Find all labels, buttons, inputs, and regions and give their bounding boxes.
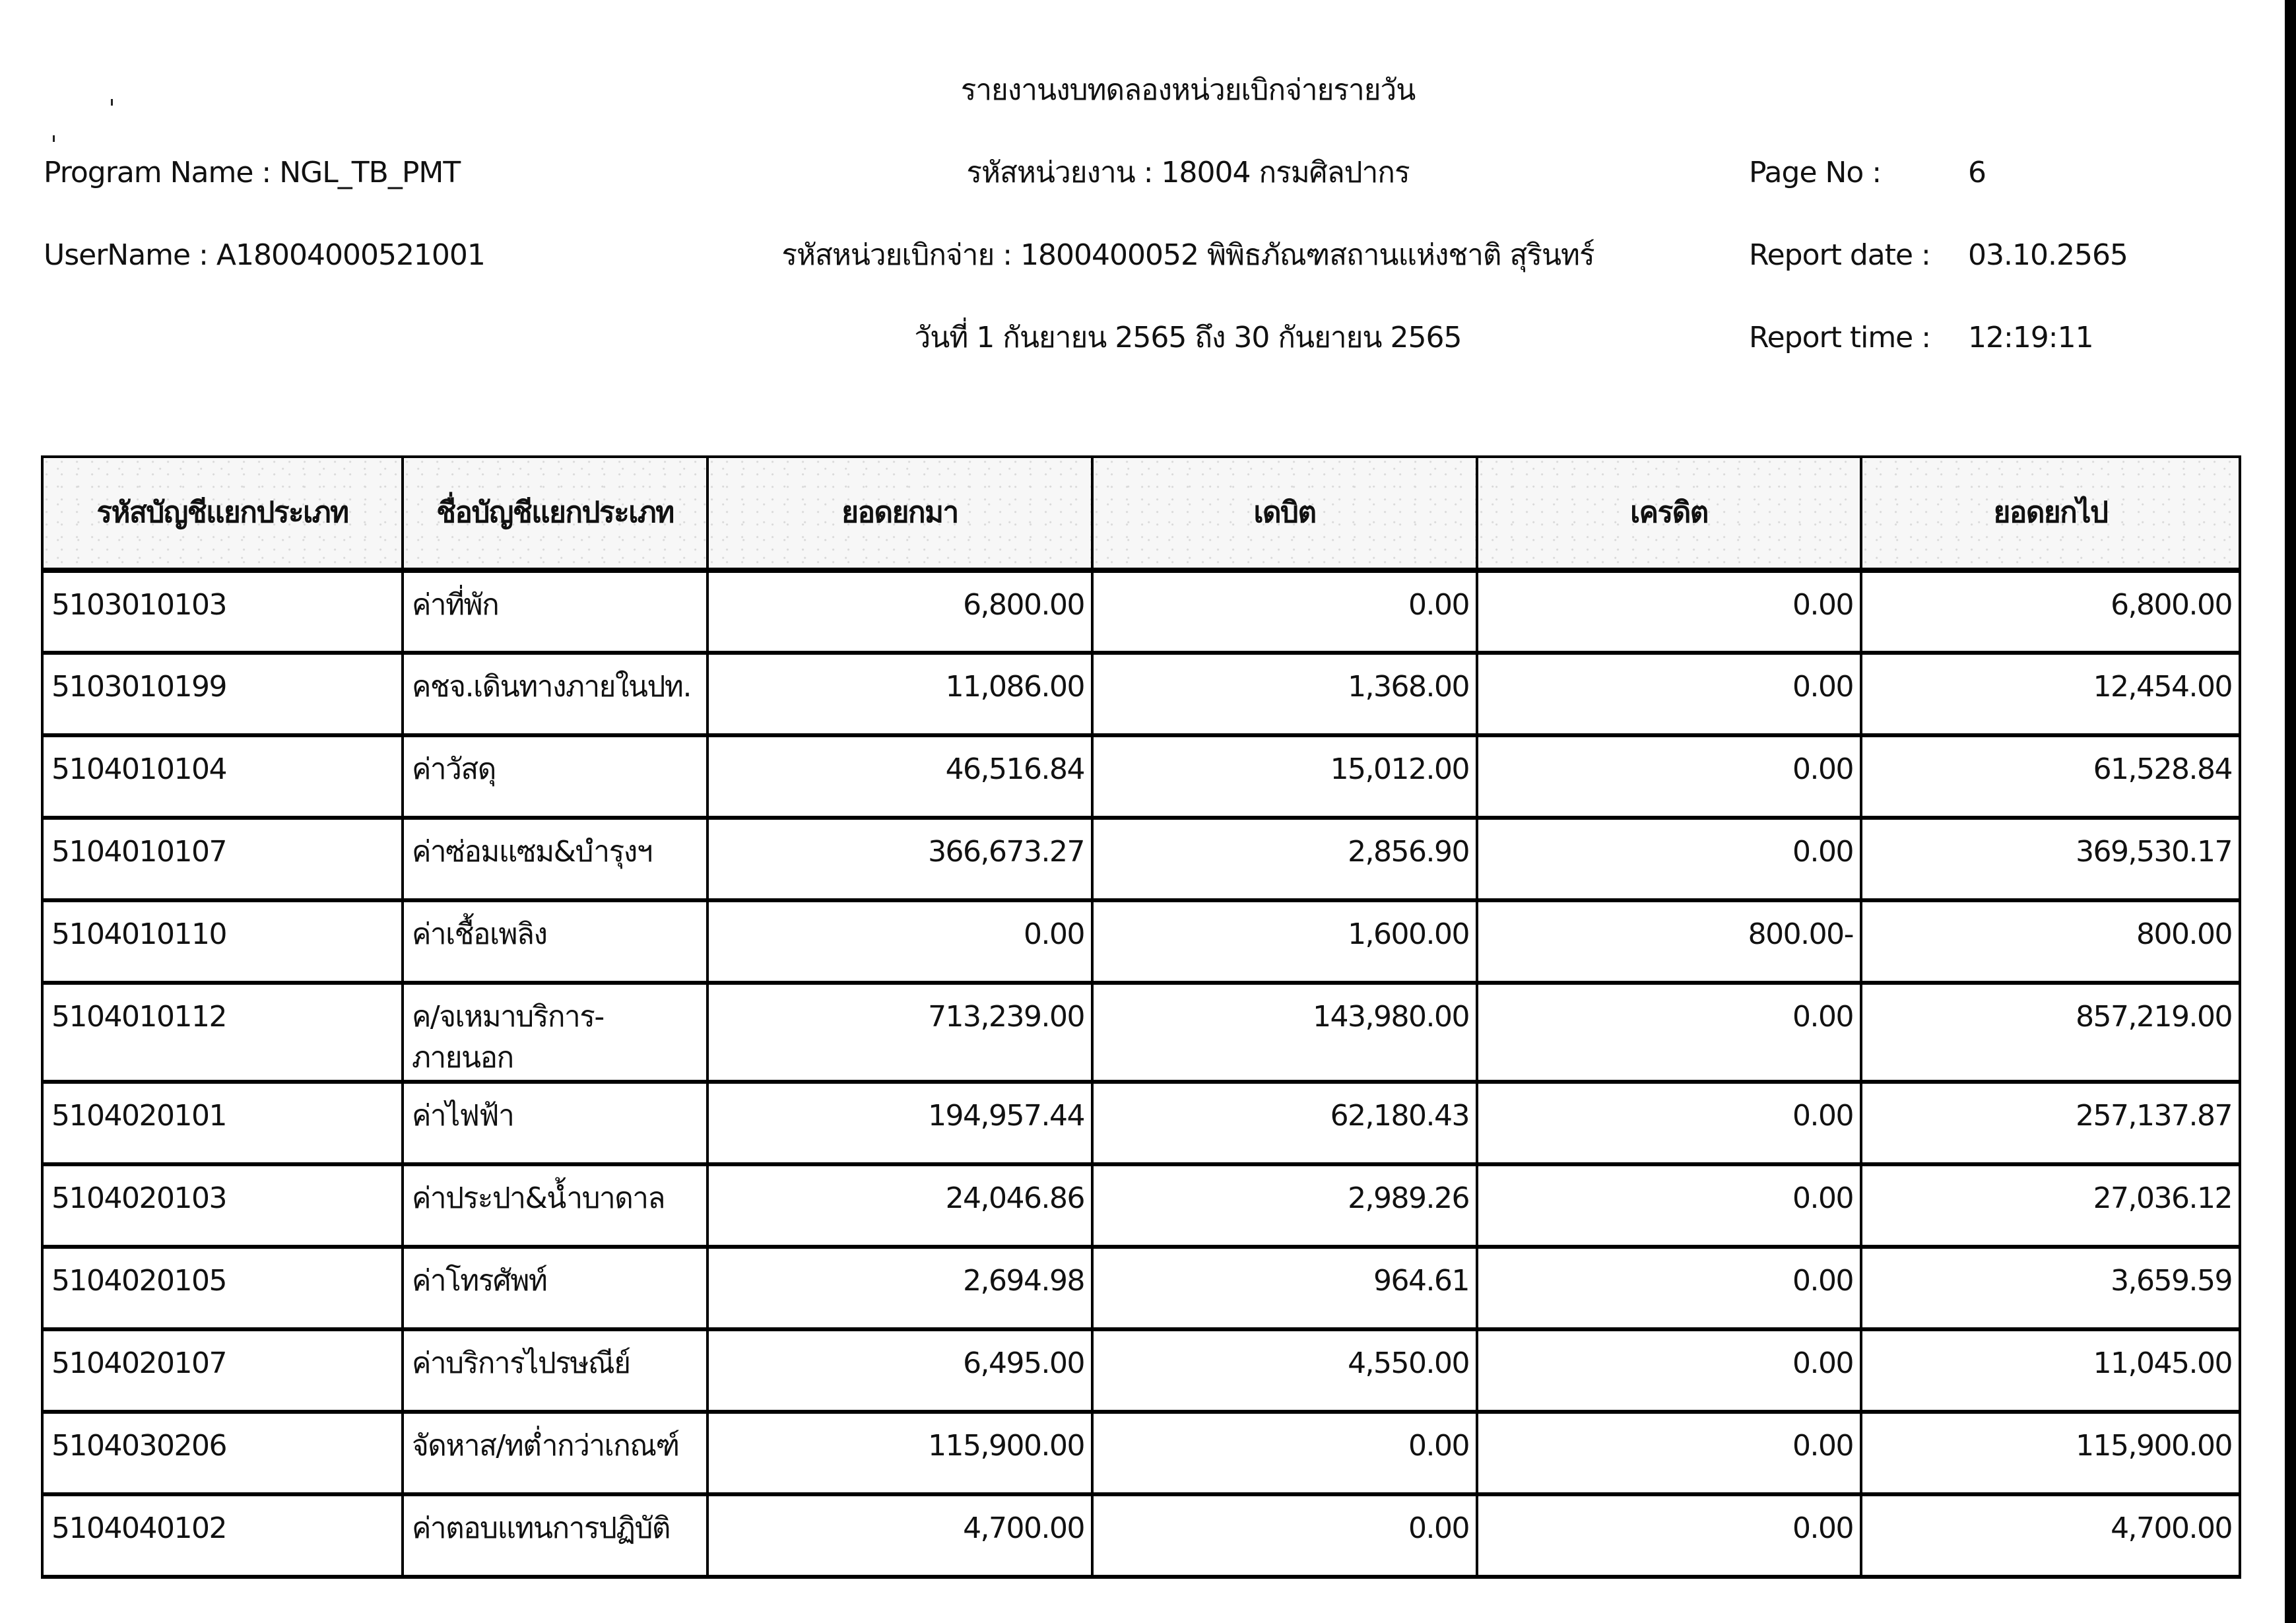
account-name: คชจ.เดินทางภายในปท. — [403, 653, 707, 735]
debit: 2,989.26 — [1092, 1164, 1477, 1247]
table-row — [42, 1329, 2240, 1412]
account-code: 5104020107 — [42, 1329, 403, 1412]
credit: 0.00 — [1477, 1164, 1861, 1247]
brought-forward: 11,086.00 — [707, 653, 1092, 735]
credit: 0.00 — [1477, 570, 1861, 653]
trial-balance-table — [41, 455, 2241, 1579]
debit: 62,180.43 — [1092, 1082, 1477, 1164]
table-row — [42, 1412, 2240, 1494]
carried-forward: 857,219.00 — [1861, 983, 2240, 1082]
account-name — [403, 983, 707, 1082]
credit: 0.00 — [1477, 983, 1861, 1082]
debit: 15,012.00 — [1092, 735, 1477, 818]
username: UserName : A18004000521001 — [44, 238, 485, 272]
account-code: 5104010104 — [42, 735, 403, 818]
credit: 0.00 — [1477, 1329, 1861, 1412]
account-name: ค่าวัสดุ — [403, 735, 707, 818]
table-row — [42, 983, 2240, 1082]
page-no-label: Page No : — [1749, 156, 1882, 189]
debit: 2,856.90 — [1092, 818, 1477, 900]
column-header-brought-forward: ยอดยกมา — [707, 457, 1092, 570]
account-code: 5103010103 — [42, 570, 403, 653]
brought-forward: 2,694.98 — [707, 1247, 1092, 1329]
column-header-carried-forward: ยอดยกไป — [1861, 457, 2240, 570]
account-code: 5104040102 — [42, 1494, 403, 1577]
table-row — [42, 653, 2240, 735]
carried-forward: 115,900.00 — [1861, 1412, 2240, 1494]
account-code: 5104020101 — [42, 1082, 403, 1164]
brought-forward: 6,495.00 — [707, 1329, 1092, 1412]
credit: 0.00 — [1477, 818, 1861, 900]
carried-forward: 3,659.59 — [1861, 1247, 2240, 1329]
carried-forward: 27,036.12 — [1861, 1164, 2240, 1247]
table-row — [42, 1494, 2240, 1577]
account-name: ค่าเชื้อเพลิง — [403, 900, 707, 983]
program-name: Program Name : NGL_TB_PMT — [44, 156, 461, 189]
column-header-debit: เดบิต — [1092, 457, 1477, 570]
account-name: ค่าบริการไปรษณีย์ — [403, 1329, 707, 1412]
brought-forward: 115,900.00 — [707, 1412, 1092, 1494]
account-name: ค่าไฟฟ้า — [403, 1082, 707, 1164]
brought-forward: 24,046.86 — [707, 1164, 1092, 1247]
account-name: ค่าที่พัก — [403, 570, 707, 653]
agency-line: รหัสหน่วยงาน : 18004 กรมศิลปากร — [966, 156, 1410, 189]
table-row — [42, 1082, 2240, 1164]
page-no-value: 6 — [1968, 156, 1986, 189]
disbursing-unit-line: รหัสหน่วยเบิกจ่าย : 1800400052 พิพิธภัณฑสถานแห่งชาติ สุรินทร์ — [781, 238, 1594, 272]
column-header-account-name: ชื่อบัญชีแยกประเภท — [403, 457, 707, 570]
brought-forward: 46,516.84 — [707, 735, 1092, 818]
table-row — [42, 900, 2240, 983]
credit: 800.00- — [1477, 900, 1861, 983]
account-code: 5104030206 — [42, 1412, 403, 1494]
account-name: ค่าประปา&น้ำบาดาล — [403, 1164, 707, 1247]
brought-forward: 0.00 — [707, 900, 1092, 983]
credit: 0.00 — [1477, 653, 1861, 735]
table-row — [42, 735, 2240, 818]
debit: 964.61 — [1092, 1247, 1477, 1329]
period-line: วันที่ 1 กันยายน 2565 ถึง 30 กันยายน 2565 — [914, 321, 1462, 354]
table-row — [42, 570, 2240, 653]
carried-forward: 6,800.00 — [1861, 570, 2240, 653]
credit: 0.00 — [1477, 1247, 1861, 1329]
carried-forward: 4,700.00 — [1861, 1494, 2240, 1577]
account-name-line2: ภายนอก — [412, 1041, 513, 1075]
debit: 0.00 — [1092, 1494, 1477, 1577]
debit: 143,980.00 — [1092, 983, 1477, 1082]
debit: 0.00 — [1092, 570, 1477, 653]
account-code: 5104010112 — [42, 983, 403, 1082]
credit: 0.00 — [1477, 1494, 1861, 1577]
account-name: จัดหาส/ทต่ำกว่าเกณฑ์ — [403, 1412, 707, 1494]
brought-forward: 194,957.44 — [707, 1082, 1092, 1164]
table-row — [42, 818, 2240, 900]
account-code: 5104010110 — [42, 900, 403, 983]
table-row — [42, 1164, 2240, 1247]
account-code: 5104020103 — [42, 1164, 403, 1247]
credit: 0.00 — [1477, 735, 1861, 818]
column-header-credit: เครดิต — [1477, 457, 1861, 570]
credit: 0.00 — [1477, 1082, 1861, 1164]
account-name-line1: ค/จเหมาบริการ- — [412, 1000, 604, 1034]
report-date-value: 03.10.2565 — [1968, 238, 2128, 272]
report-time-label: Report time : — [1749, 321, 1931, 354]
report-title: รายงานงบทดลองหน่วยเบิกจ่ายรายวัน — [960, 73, 1416, 107]
debit: 0.00 — [1092, 1412, 1477, 1494]
account-name: ค่าซ่อมแซม&บำรุงฯ — [403, 818, 707, 900]
table-header-row — [42, 457, 2240, 570]
account-code: 5103010199 — [42, 653, 403, 735]
debit: 1,600.00 — [1092, 900, 1477, 983]
brought-forward: 713,239.00 — [707, 983, 1092, 1082]
brought-forward: 6,800.00 — [707, 570, 1092, 653]
carried-forward: 12,454.00 — [1861, 653, 2240, 735]
scan-speck — [53, 135, 55, 142]
debit: 1,368.00 — [1092, 653, 1477, 735]
carried-forward: 61,528.84 — [1861, 735, 2240, 818]
report-time-value: 12:19:11 — [1968, 321, 2093, 354]
account-code: 5104010107 — [42, 818, 403, 900]
account-code: 5104020105 — [42, 1247, 403, 1329]
carried-forward: 257,137.87 — [1861, 1082, 2240, 1164]
account-name: ค่าโทรศัพท์ — [403, 1247, 707, 1329]
column-header-account-code: รหัสบัญชีแยกประเภท — [42, 457, 403, 570]
table-row — [42, 1247, 2240, 1329]
brought-forward: 366,673.27 — [707, 818, 1092, 900]
carried-forward: 369,530.17 — [1861, 818, 2240, 900]
carried-forward: 800.00 — [1861, 900, 2240, 983]
report-date-label: Report date : — [1749, 238, 1930, 272]
account-name: ค่าตอบแทนการปฏิบัติ — [403, 1494, 707, 1577]
debit: 4,550.00 — [1092, 1329, 1477, 1412]
brought-forward: 4,700.00 — [707, 1494, 1092, 1577]
carried-forward: 11,045.00 — [1861, 1329, 2240, 1412]
credit: 0.00 — [1477, 1412, 1861, 1494]
